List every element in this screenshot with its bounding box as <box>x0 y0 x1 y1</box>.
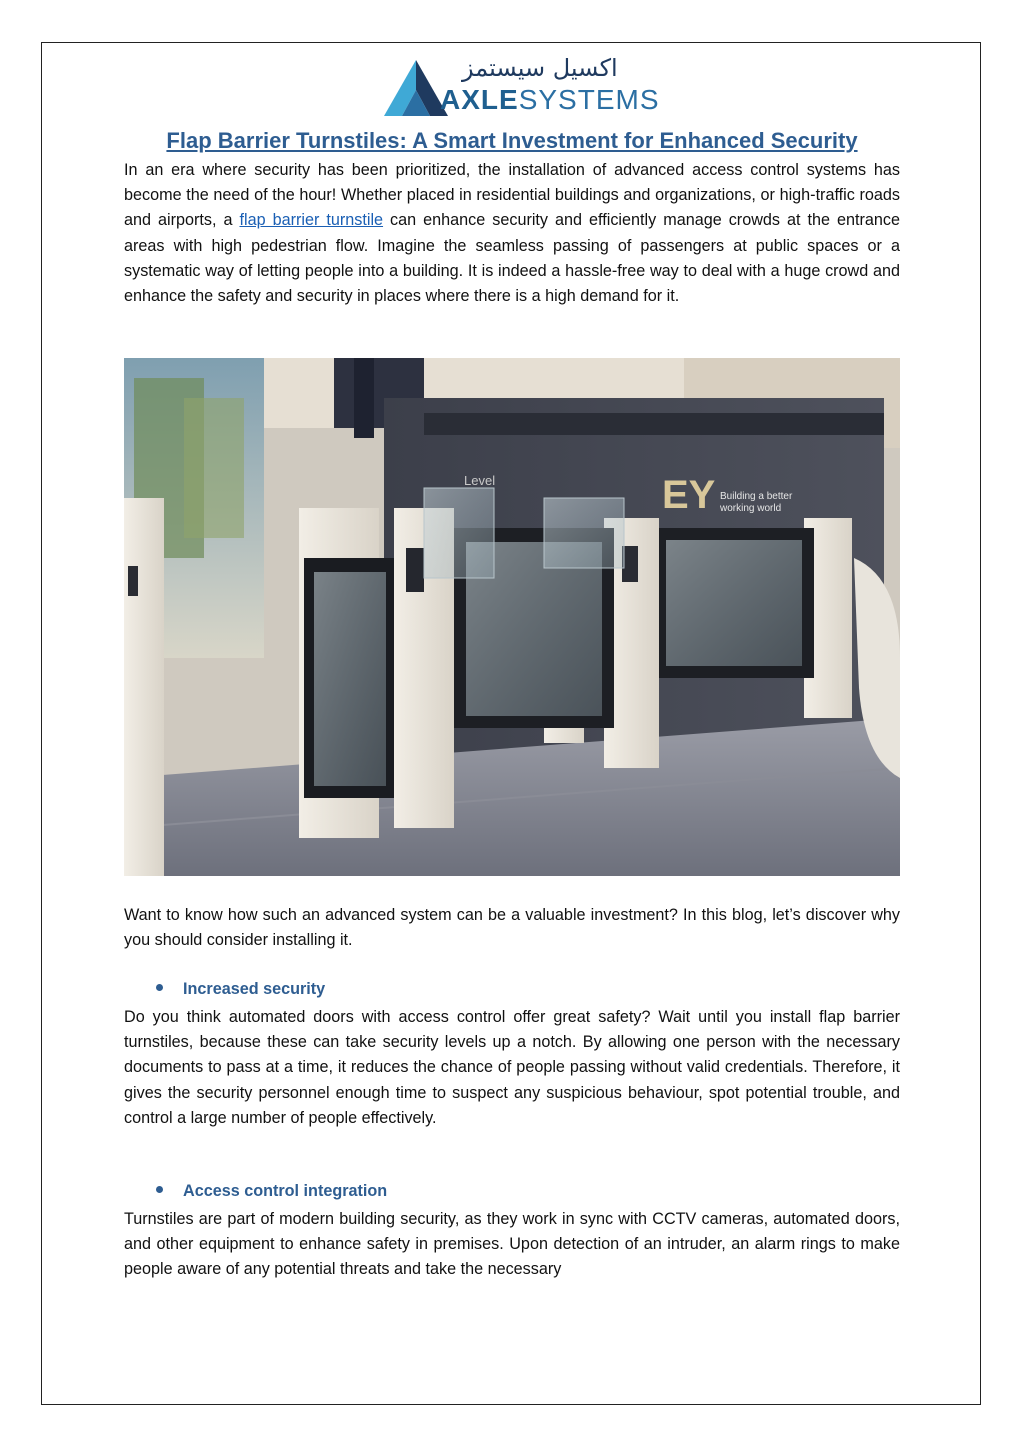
section-body-increased-security: Do you think automated doors with access control offer great safety? Wait until you install flap barrier turnstiles, because these can take security levels up a notch. By allowing one person with the necessary documents to pass at a time, it reduces the chance of people passing without valid credentials. Therefore, it gives the security personnel enough time to suspect any suspicious behaviour, spot potential trouble, and control a large number of people effectively. <box>124 1008 900 1127</box>
logo-arabic-text: اكسيل سيستمز <box>462 54 618 82</box>
photo-sign-tagline-2: working world <box>720 503 782 514</box>
question-paragraph: Want to know how such an advanced system can be a valuable investment? In this blog, let’s discover why you should consider installing it. <box>124 906 900 950</box>
intro-text-end: can enhance security and efficiently manage crowds at the entrance areas with high pedestrian flow. Imagine the seamless passing of passengers at public spaces or a systematic way of letting people into a building. It is indeed a hassle-free way to deal with a huge crowd and enhance the safety and security in places where there is a high demand for it. <box>124 211 900 306</box>
turnstile-photo-drawing <box>124 358 900 876</box>
photo-sign-tagline-1: Building a better <box>720 491 793 502</box>
bullet-icon <box>156 1186 163 1193</box>
bullet-icon <box>156 984 163 991</box>
logo-brand-text <box>440 84 660 116</box>
axle-systems-logo <box>384 54 660 118</box>
photo-sign-ey: EY <box>662 473 716 517</box>
logo-brand-light: SYSTEMS <box>518 84 660 115</box>
intro-paragraph <box>124 158 900 309</box>
turnstile-photo <box>124 358 900 876</box>
page-title: Flap Barrier Turnstiles: A Smart Investment for Enhanced Security <box>166 128 858 153</box>
section-body-access-control: Turnstiles are part of modern building security, as they work in sync with CCTV cameras, automated doors, and other equipment to enhance safety in premises. Upon detection of an intruder, an alarm rings to make people aware of any potential threats and take the necessary <box>124 1210 900 1279</box>
flap-barrier-turnstile-link[interactable]: flap barrier turnstile <box>239 211 384 230</box>
photo-sign-level: Level <box>464 473 496 488</box>
intro-text-start: In an era where security has been prioritized, the installation of advanced access control systems has become the need of the hour! Whether placed in residential buildings and organizations, or high-traffic roads and airports, a <box>124 161 900 230</box>
section-heading-text: Access control integration <box>183 1182 388 1200</box>
section-heading-text: Increased security <box>183 980 326 998</box>
section-heading-access-control <box>156 1182 387 1201</box>
section-heading-increased-security <box>156 980 325 999</box>
logo-brand-bold: AXLE <box>440 84 519 115</box>
